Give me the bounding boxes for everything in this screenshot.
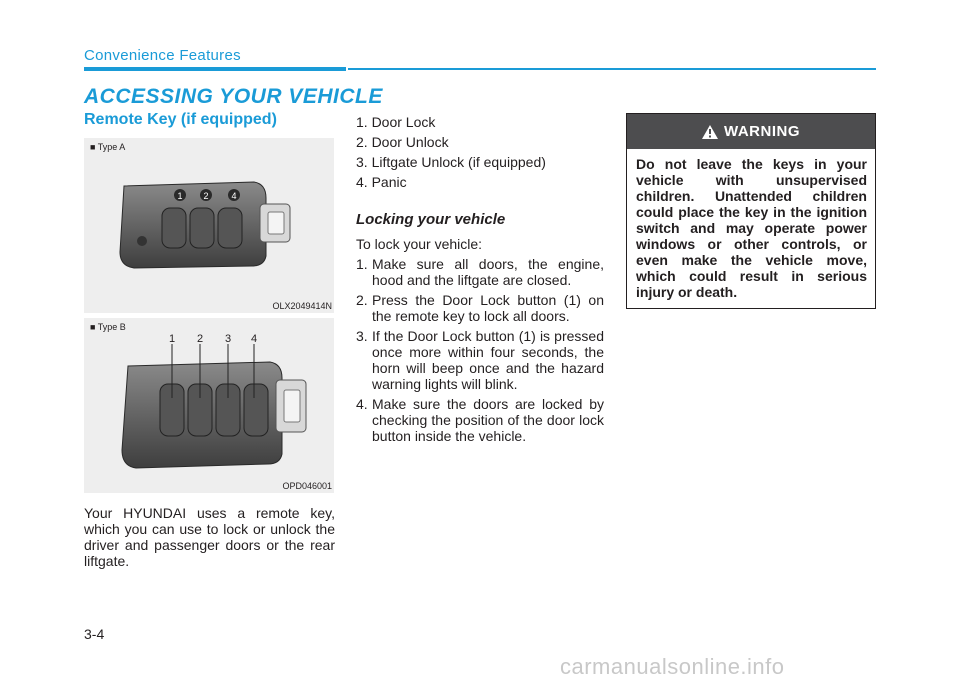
warning-header [627,114,875,149]
warning-title: WARNING [724,123,800,140]
callout-a-4: 4 [231,191,237,201]
figure-b-label: ■ Type B [90,322,126,332]
callout-b-4: 4 [250,333,258,345]
step-item: 3. If the Door Lock button (1) is pressed once more within four seconds, the horn will beep once and the hazard warning lights will blink. [356,328,604,392]
step-item: 2. Press the Door Lock button (1) on the remote key to lock all doors. [356,292,604,324]
callout-b-2: 2 [196,333,204,345]
intro-paragraph: Your HYUNDAI uses a remote key, which you can use to lock or unlock the driver and passenger doors or the rear liftgate. [84,505,335,569]
warning-box [626,113,876,309]
locking-heading: Locking your vehicle [356,211,506,228]
content-column [356,112,604,448]
header-rule [348,68,876,70]
page-number: 3-4 [84,626,105,642]
step-item: 1. Make sure all doors, the engine, hood and the liftgate are closed. [356,256,604,288]
warning-triangle-icon [702,125,718,139]
remote-key-type-a-image [84,138,334,313]
watermark: carmanualsonline.info [560,654,785,679]
page-title: ACCESSING YOUR VEHICLE [84,85,383,108]
callout-a-1: 1 [177,191,183,201]
subsection-title: Remote Key (if equipped) [84,111,277,128]
figure-type-b [84,318,334,493]
warning-text: Do not leave the keys in your vehicle with unsupervised children. Unattended children could place the key in the ignition switch and may operate power windows or other controls, or even make the vehicle move, which could result in serious injury or death. [636,156,867,300]
locking-steps [356,256,604,444]
figure-a-label: ■ Type A [90,142,126,152]
callout-b-1: 1 [168,333,176,345]
figure-b-code: OPD046001 [282,481,332,491]
step-item: 4. Make sure the doors are locked by checking the position of the door lock button inside the vehicle. [356,396,604,444]
figure-a-code: OLX2049414N [272,301,332,311]
button-item-4: 4. Panic [356,174,407,190]
button-item-2: 2. Door Unlock [356,134,449,150]
section-label: Convenience Features [84,47,241,64]
button-item-1: 1. Door Lock [356,114,436,130]
callout-b-3: 3 [224,333,232,345]
figure-type-a [84,138,334,313]
button-item-3: 3. Liftgate Unlock (if equipped) [356,154,546,170]
header-rule-accent [84,67,346,71]
remote-key-type-b-image [84,318,334,493]
locking-lead: To lock your vehicle: [356,236,483,252]
callout-a-2: 2 [203,191,209,201]
